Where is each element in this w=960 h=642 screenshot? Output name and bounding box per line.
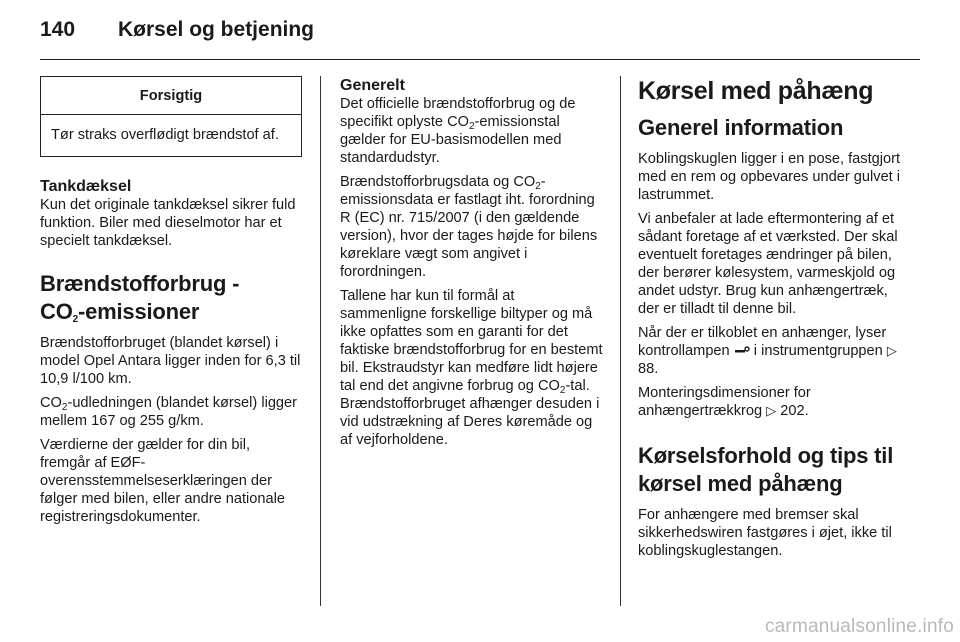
caution-title: Forsigtig [41,77,301,115]
trailer-paragraph-3: Når der er tilkoblet en anhænger, lyser kontrollampen i instrumentgruppen ▷ 88. [638,325,897,377]
column-divider [620,76,621,606]
running-head: Kørsel og betjening [118,18,315,41]
fuel-paragraph-2: $CO_2$-udledningen (blandet kørsel) ligger mellem 167 og 255 g/km. [40,395,298,429]
page-reference-icon: ▷ [766,403,777,418]
trailer-paragraph-4: Monteringsdimensioner for anhængertrækkrog ▷ 202. [638,385,811,419]
fuel-paragraph-1: Brændstofforbruget (blandet kørsel) i model Opel Antara ligger inden for 6,3 til 10,9 l/100 km. [40,335,301,387]
column-3 [638,76,902,566]
header-rule [40,59,920,60]
general-paragraph-1: Det officielle brændstofforbrug og de specifikt oplyste $CO_2$-emissionstal gælder for EU-basismodellen med standardudstyr. [340,96,576,166]
general-info-heading: Generel information [638,115,844,140]
tank-text: Kun det originale tankdæksel sikrer fuld funktion. Biler med dieselmotor har et specielt tankdæksel. [40,197,296,249]
fuel-paragraph-3: Værdierne der gælder for din bil, fremgår af EØF-overensstemmelseserklæringen der følger med bilen, eller andre nationale registreringsdokumenter. [40,437,285,525]
driving-tips-heading: Kørselsforhold og tips til kørsel med påhæng [638,443,894,496]
tank-heading: Tankdæksel [40,178,132,195]
column-divider [320,76,321,606]
caution-box [40,76,302,157]
trailer-heading: Kørsel med påhæng [638,77,874,105]
page-reference-icon: ▷ [886,343,897,358]
page-reference[interactable]: 88. [638,361,659,377]
fuel-heading: Brændstofforbrug - $CO_2$-emissioner [40,271,240,325]
general-heading: Generelt [340,77,405,94]
watermark: carmanualsonline.info [764,616,954,637]
page-number: 140 [40,18,76,41]
page-header [40,18,314,48]
trailer-paragraph-5: For anhængere med bremser skal sikkerhedswiren fastgøres i øjet, ikke til koblingskuglestangen. [638,507,892,559]
trailer-paragraph-2: Vi anbefaler at lade eftermontering af et sådant foretage af et værksted. Der skal eventuelt foretages ændringer på bilen, der berører kølesystem, varmeskjold og andet udstyr. Brug kun anhængertræk, der er tilladt til denne bil. [638,211,898,317]
column-2 [340,76,603,455]
page-reference[interactable]: 202. [780,403,809,419]
column-1 [40,76,302,532]
general-paragraph-3: Tallene har kun til formål at sammenligne forskellige biltyper og må ikke opfattes som en garanti for det faktiske brændstofforbrug for en bestemt bil. Ekstraudstyr kan medføre lidt højere tal end det angivne forbrug og $CO_2$-tal. Brændstofforbruget afhænger desuden i vid udstrækning af Deres køremåde og af vejforholdene. [340,288,603,448]
general-paragraph-2: Brændstofforbrugsdata og $CO_2$-emissionsdata er fastlagt iht. forordning R (EC) nr. 715/2007 (i den gældende version), hvor der tages højde for bilens køreklare vægt som angivet i forordningen. [340,174,598,280]
trailer-indicator-icon [734,346,750,356]
caution-text: Tør straks overflødigt brændstof af. [51,127,279,143]
trailer-paragraph-1: Koblingskuglen ligger i en pose, fastgjort med en rem og opbevares under gulvet i lastrummet. [638,151,901,203]
